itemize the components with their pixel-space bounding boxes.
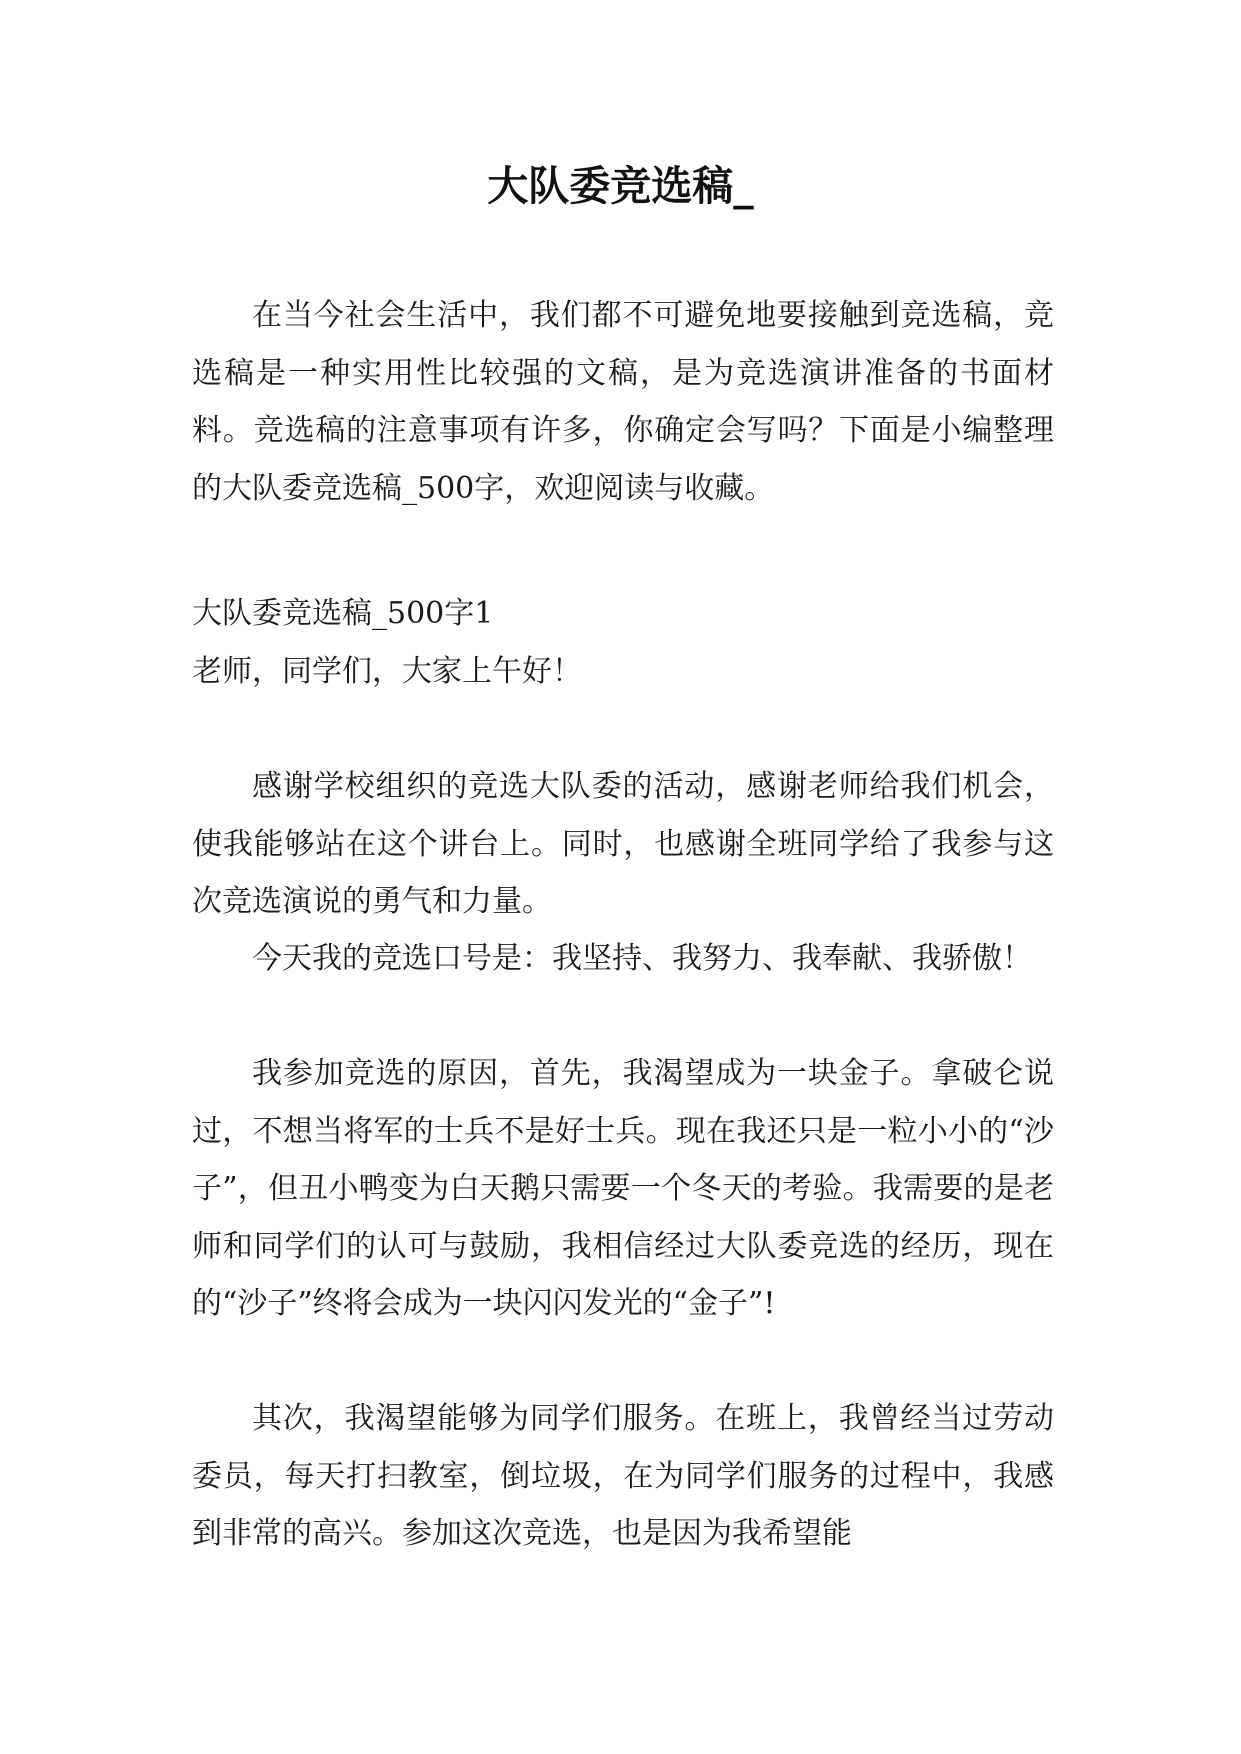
paragraph-block-3 [192, 1045, 1054, 1333]
greeting-line: 老师，同学们，大家上午好！ [192, 654, 582, 689]
greeting-block [192, 643, 1054, 701]
paragraph-block-4 [192, 1390, 1054, 1563]
document-title: 大队委竞选稿_ [487, 162, 754, 210]
paragraph-block-1 [192, 758, 1054, 931]
body-paragraph: 感谢学校组织的竞选大队委的活动，感谢老师给我们机会，使我能够站在这个讲台上。同时，也感谢全班同学给了我参与这次竞选演说的勇气和力量。 [192, 769, 1054, 919]
body-paragraph: 其次，我渴望能够为同学们服务。在班上，我曾经当过劳动委员，每天打扫教室，倒垃圾，在为同学们服务的过程中，我感到非常的高兴。参加这次竞选，也是因为我希望能 [192, 1401, 1054, 1551]
body-paragraph: 我参加竞选的原因，首先，我渴望成为一块金子。拿破仑说过，不想当将军的士兵不是好士兵。现在我还只是一粒小小的“沙子”，但丑小鸭变为白天鹅只需要一个冬天的考验。我需要的是老师和同学们的认可与鼓励，我相信经过大队委竞选的经历，现在的“沙子”终将会成为一块闪闪发光的“金子”! [192, 1056, 1054, 1321]
intro-paragraph: 在当今社会生活中，我们都不可避免地要接触到竞选稿，竞选稿是一种实用性比较强的文稿，是为竞选演讲准备的书面材料。竞选稿的注意事项有许多，你确定会写吗？下面是小编整理的大队委竞选稿_500字，欢迎阅读与收藏。 [192, 298, 1054, 506]
body-paragraph: 今天我的竞选口号是：我坚持、我努力、我奉献、我骄傲！ [252, 941, 1032, 976]
intro-block [192, 287, 1054, 517]
section-subheading: 大队委竞选稿_500字1 [192, 596, 494, 631]
subheading-block [192, 585, 1054, 643]
paragraph-block-2 [192, 930, 1054, 988]
